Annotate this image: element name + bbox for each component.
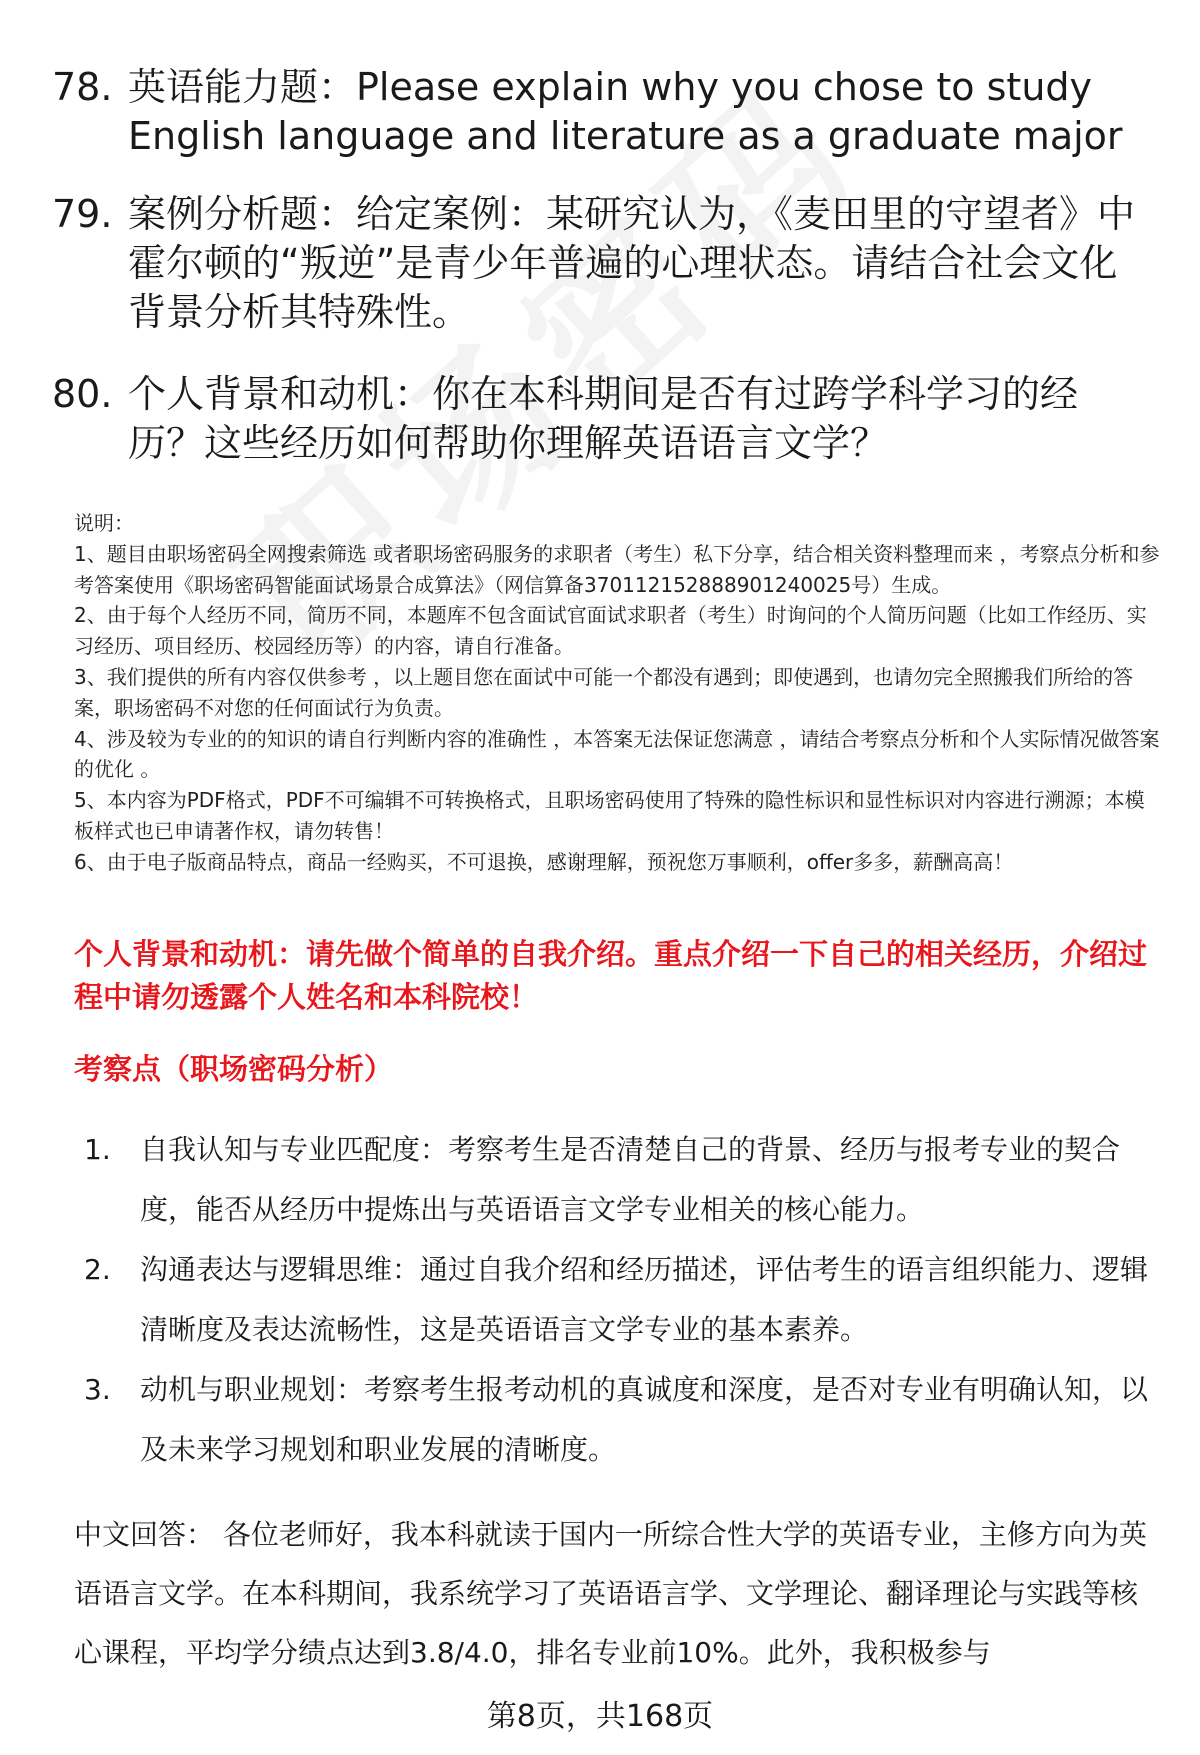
list-item (74, 1120, 1164, 1240)
analysis-points (74, 1120, 1164, 1480)
question-80 (52, 370, 1152, 468)
question-text: 英语能力题：Please explain why you chose to study English language and literature as a graduate major (128, 65, 1123, 158)
point-number: 2. (84, 1253, 111, 1286)
point-number: 1. (84, 1133, 111, 1166)
note-item: 6、由于电子版商品特点，商品一经购买，不可退换，感谢理解，预祝您万事顺利，offer多多，薪酬高高！ (74, 849, 1014, 874)
chinese-answer: 中文回答： 各位老师好，我本科就读于国内一所综合性大学的英语专业，主修方向为英语语言文学。在本科期间，我系统学习了英语语言学、文学理论、翻译理论与实践等核心课程，平均学分绩点达到3.8/4.0，排名专业前10%。此外，我积极参与 (74, 1518, 1147, 1669)
question-text: 案例分析题：给定案例：某研究认为，《麦田里的守望者》中霍尔顿的“叛逆”是青少年普遍的心理状态。请结合社会文化背景分析其特殊性。 (128, 192, 1136, 334)
analysis-heading: 考察点（职场密码分析） (74, 1052, 394, 1086)
point-text: 动机与职业规划：考察考生报考动机的真诚度和深度，是否对专业有明确认知，以及未来学习规划和职业发展的清晰度。 (140, 1373, 1149, 1466)
point-number: 3. (84, 1373, 111, 1406)
question-text: 个人背景和动机：你在本科期间是否有过跨学科学习的经历？这些经历如何帮助你理解英语语言文学？ (128, 372, 1079, 465)
note-item: 4、涉及较为专业的的知识的请自行判断内容的准确性 ，本答案无法保证您满意 ，请结合考察点分析和个人实际情况做答案的优化 。 (74, 726, 1160, 782)
question-79 (52, 190, 1152, 337)
interview-prompt: 个人背景和动机：请先做个简单的自我介绍。重点介绍一下自己的相关经历，介绍过程中请勿透露个人姓名和本科院校！ (74, 937, 1148, 1014)
question-78 (52, 63, 1152, 161)
page-footer: 第8页，共168页 (486, 1699, 714, 1734)
question-number: 80. (52, 372, 113, 416)
note-item: 5、本内容为PDF格式，PDF不可编辑不可转换格式，且职场密码使用了特殊的隐性标识和显性标识对内容进行溯源；本模板样式也已申请著作权，请勿转售！ (74, 788, 1145, 843)
note-item: 2、由于每个人经历不同，简历不同，本题库不包含面试官面试求职者（考生）时询问的个人简历问题（比如工作经历、实习经历、项目经历、校园经历等）的内容，请自行准备。 (74, 603, 1147, 659)
point-text: 自我认知与专业匹配度：考察考生是否清楚自己的背景、经历与报考专业的契合度，能否从经历中提炼出与英语语言文学专业相关的核心能力。 (140, 1133, 1121, 1226)
question-number: 78. (52, 65, 113, 109)
question-number: 79. (52, 192, 113, 236)
note-item: 3、我们提供的所有内容仅供参考 ，以上题目您在面试中可能一个都没有遇到；即使遇到，也请勿完全照搬我们所给的答案，职场密码不对您的任何面试行为负责。 (74, 664, 1134, 720)
list-item (74, 1240, 1164, 1360)
notes-title: 说明： (74, 511, 134, 535)
list-item (74, 1360, 1164, 1480)
notes-section (74, 508, 1164, 878)
note-item: 1、题目由职场密码全网搜索筛选 或者职场密码服务的求职者（考生）私下分享，结合相关资料整理而来 ，考察点分析和参考答案使用《职场密码智能面试场景合成算法》（网信算备370112152888901240025号）生成。 (74, 541, 1160, 597)
point-text: 沟通表达与逻辑思维：通过自我介绍和经历描述，评估考生的语言组织能力、逻辑清晰度及表达流畅性，这是英语语言文学专业的基本素养。 (140, 1253, 1149, 1346)
